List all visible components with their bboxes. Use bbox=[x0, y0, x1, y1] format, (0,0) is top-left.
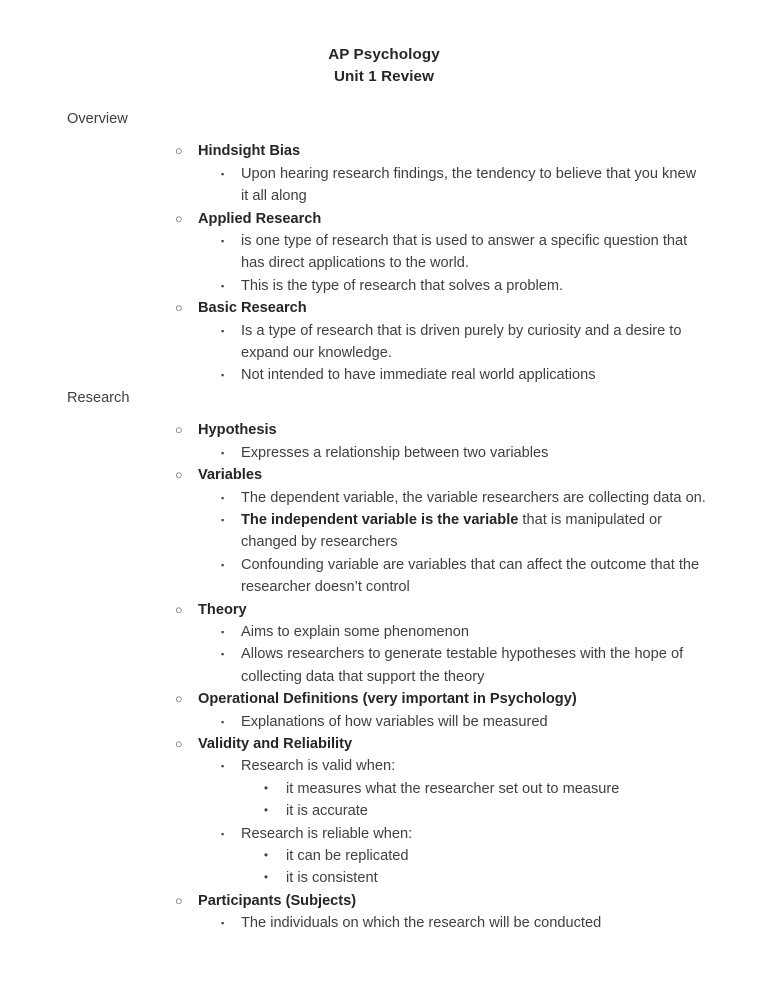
detail-item bbox=[62, 230, 706, 275]
subdetail-item bbox=[62, 867, 706, 889]
detail-item bbox=[62, 711, 706, 733]
topic-item bbox=[62, 733, 706, 755]
detail-text bbox=[241, 509, 706, 554]
detail-text: This is the type of research that solves a problem. bbox=[241, 277, 564, 294]
square-bullet-icon bbox=[221, 509, 235, 531]
section-heading: Overview bbox=[67, 111, 128, 127]
circle-bullet-icon bbox=[175, 599, 189, 621]
circle-bullet-icon bbox=[175, 890, 189, 912]
dot-bullet-icon bbox=[264, 845, 278, 867]
subdetail-item bbox=[62, 800, 706, 822]
detail-text: Upon hearing research findings, the tendency to believe that you knew it all along bbox=[241, 165, 697, 205]
topic-item bbox=[62, 890, 706, 912]
detail-text-rest: that is manipulated or changed by researchers bbox=[241, 511, 662, 551]
detail-text: is one type of research that is used to answer a specific question that has direct applications to the world. bbox=[241, 233, 688, 272]
square-bullet-icon bbox=[221, 275, 235, 297]
square-bullet-icon bbox=[221, 711, 235, 733]
topic-item bbox=[62, 464, 706, 486]
circle-bullet-icon bbox=[175, 208, 189, 230]
detail-text: Expresses a relationship between two variables bbox=[241, 444, 549, 461]
section-topics bbox=[62, 140, 706, 386]
topic-item bbox=[62, 599, 706, 621]
detail-text: Confounding variable are variables that can affect the outcome that the researcher doesn’t control bbox=[241, 556, 700, 596]
document-title bbox=[62, 44, 706, 87]
detail-text: The dependent variable, the variable researchers are collecting data on. bbox=[241, 489, 706, 506]
topic-item bbox=[62, 140, 706, 162]
outline-body bbox=[62, 108, 706, 935]
topic-label: Validity and Reliability bbox=[198, 735, 353, 752]
detail-text: Is a type of research that is driven purely by curiosity and a desire to expand our knowledge. bbox=[241, 322, 682, 362]
dot-bullet-icon bbox=[264, 778, 278, 800]
detail-text: Research is reliable when: bbox=[241, 825, 413, 842]
square-bullet-icon bbox=[221, 442, 235, 464]
detail-item bbox=[62, 320, 706, 365]
dot-bullet-icon bbox=[264, 867, 278, 889]
square-bullet-icon bbox=[221, 487, 235, 509]
topic-label: Basic Research bbox=[198, 300, 307, 317]
topic-item bbox=[62, 688, 706, 710]
subdetail-item bbox=[62, 778, 706, 800]
subdetail-text: it is consistent bbox=[286, 870, 378, 887]
detail-text: Not intended to have immediate real world applications bbox=[241, 367, 596, 384]
dot-bullet-icon bbox=[264, 800, 278, 822]
square-bullet-icon bbox=[221, 364, 235, 386]
subdetail-text: it is accurate bbox=[286, 803, 368, 820]
topic-label: Hindsight Bias bbox=[198, 143, 301, 160]
circle-bullet-icon bbox=[175, 733, 189, 755]
detail-item bbox=[62, 487, 706, 509]
detail-item bbox=[62, 912, 706, 934]
square-bullet-icon bbox=[221, 230, 235, 252]
detail-item bbox=[62, 442, 706, 464]
detail-text: The individuals on which the research will be conducted bbox=[241, 915, 602, 932]
circle-bullet-icon bbox=[175, 464, 189, 486]
detail-item bbox=[62, 364, 706, 386]
topic-item bbox=[62, 297, 706, 319]
square-bullet-icon bbox=[221, 163, 235, 185]
circle-bullet-icon bbox=[175, 688, 189, 710]
section-heading: Research bbox=[67, 389, 130, 406]
topic-label: Participants (Subjects) bbox=[198, 892, 357, 909]
section-topics bbox=[62, 419, 706, 934]
subdetail-item bbox=[62, 845, 706, 867]
detail-item bbox=[62, 554, 706, 599]
topic-item bbox=[62, 208, 706, 230]
square-bullet-icon bbox=[221, 320, 235, 342]
detail-item bbox=[62, 275, 706, 297]
square-bullet-icon bbox=[221, 643, 235, 665]
detail-item bbox=[62, 823, 706, 845]
detail-text-bold: The independent variable is the variable bbox=[241, 511, 519, 528]
detail-item bbox=[62, 621, 706, 643]
detail-text: Aims to explain some phenomenon bbox=[241, 623, 469, 640]
detail-item bbox=[62, 755, 706, 777]
topic-label: Variables bbox=[198, 467, 263, 484]
square-bullet-icon bbox=[221, 912, 235, 934]
topic-label: Applied Research bbox=[198, 210, 322, 227]
topic-item bbox=[62, 419, 706, 441]
detail-item bbox=[62, 643, 706, 688]
square-bullet-icon bbox=[221, 755, 235, 777]
detail-item bbox=[62, 163, 706, 208]
topic-label: Theory bbox=[198, 601, 247, 618]
circle-bullet-icon bbox=[175, 419, 189, 441]
square-bullet-icon bbox=[221, 554, 235, 576]
subdetail-text: it can be replicated bbox=[286, 848, 409, 864]
detail-text: Allows researchers to generate testable hypotheses with the hope of collecting data that support the theory bbox=[241, 646, 684, 685]
square-bullet-icon bbox=[221, 823, 235, 845]
title-line-1: AP Psychology bbox=[328, 46, 440, 63]
circle-bullet-icon bbox=[175, 297, 189, 319]
topic-label: Operational Definitions (very important in Psychology) bbox=[198, 691, 577, 708]
detail-item bbox=[62, 509, 706, 554]
detail-text: Research is valid when: bbox=[241, 758, 396, 775]
square-bullet-icon bbox=[221, 621, 235, 643]
title-line-2: Unit 1 Review bbox=[333, 67, 435, 85]
topic-label: Hypothesis bbox=[198, 422, 277, 439]
circle-bullet-icon bbox=[175, 140, 189, 162]
detail-text: Explanations of how variables will be measured bbox=[241, 713, 548, 730]
subdetail-text: it measures what the researcher set out to measure bbox=[286, 780, 620, 797]
